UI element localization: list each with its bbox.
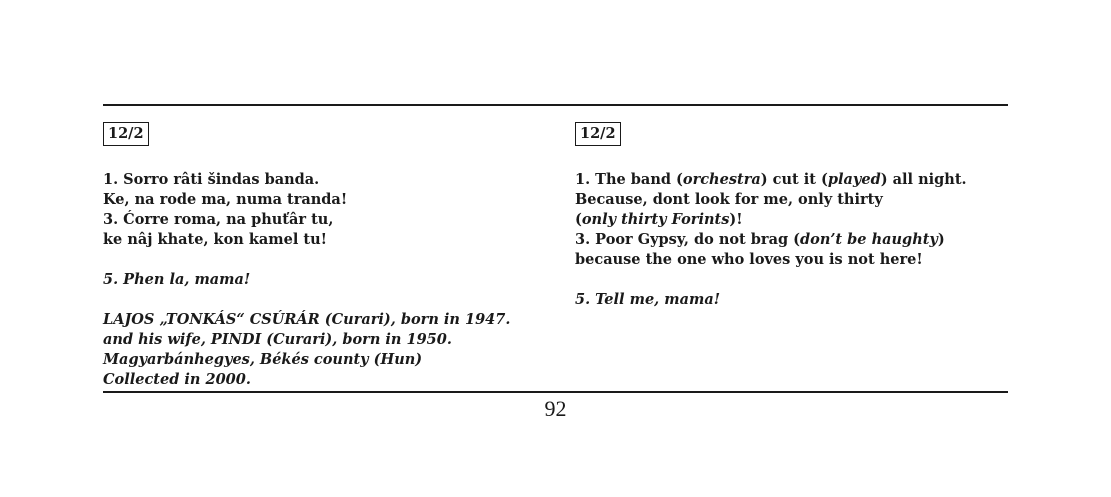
lyric-line: 1. Sorro râti šindas banda. (103, 171, 320, 188)
translation-line: Because, dont look for me, only thirty (575, 191, 883, 208)
credit-line: and his wife, PINDI (Curari), born in 1950. (103, 331, 452, 348)
lyric-line: Ke, na rode ma, numa tranda! (103, 191, 348, 208)
song-reference-box: 12/2 (575, 122, 621, 146)
refrain-line: 5. Phen la, mama! (103, 271, 251, 288)
bottom-rule (103, 391, 1008, 393)
page-number: 92 (544, 396, 567, 421)
song-reference-box: 12/2 (103, 122, 149, 146)
credit-line: LAJOS „TONKÁS“ CSÚRÁR (Curari), born in 1947. (103, 311, 511, 328)
top-rule (103, 104, 1008, 106)
translation-line: because the one who loves you is not here! (575, 251, 923, 268)
lyric-line: ke nâj khate, kon kamel tu! (103, 231, 328, 248)
lyric-line: 3. Ćorre roma, na phuťâr tu, (103, 211, 334, 228)
refrain-line: 5. Tell me, mama! (575, 291, 721, 308)
credit-line: Collected in 2000. (103, 371, 251, 388)
credit-line: Magyarbánhegyes, Békés county (Hun) (103, 351, 423, 368)
right-column (575, 122, 1005, 310)
translation-line: (only thirty Forints)! (575, 211, 743, 228)
left-column (103, 122, 543, 390)
translation-line: 3. Poor Gypsy, do not brag (don’t be haughty) (575, 231, 945, 248)
translation-line: 1. The band (orchestra) cut it (played) all night. (575, 171, 967, 188)
